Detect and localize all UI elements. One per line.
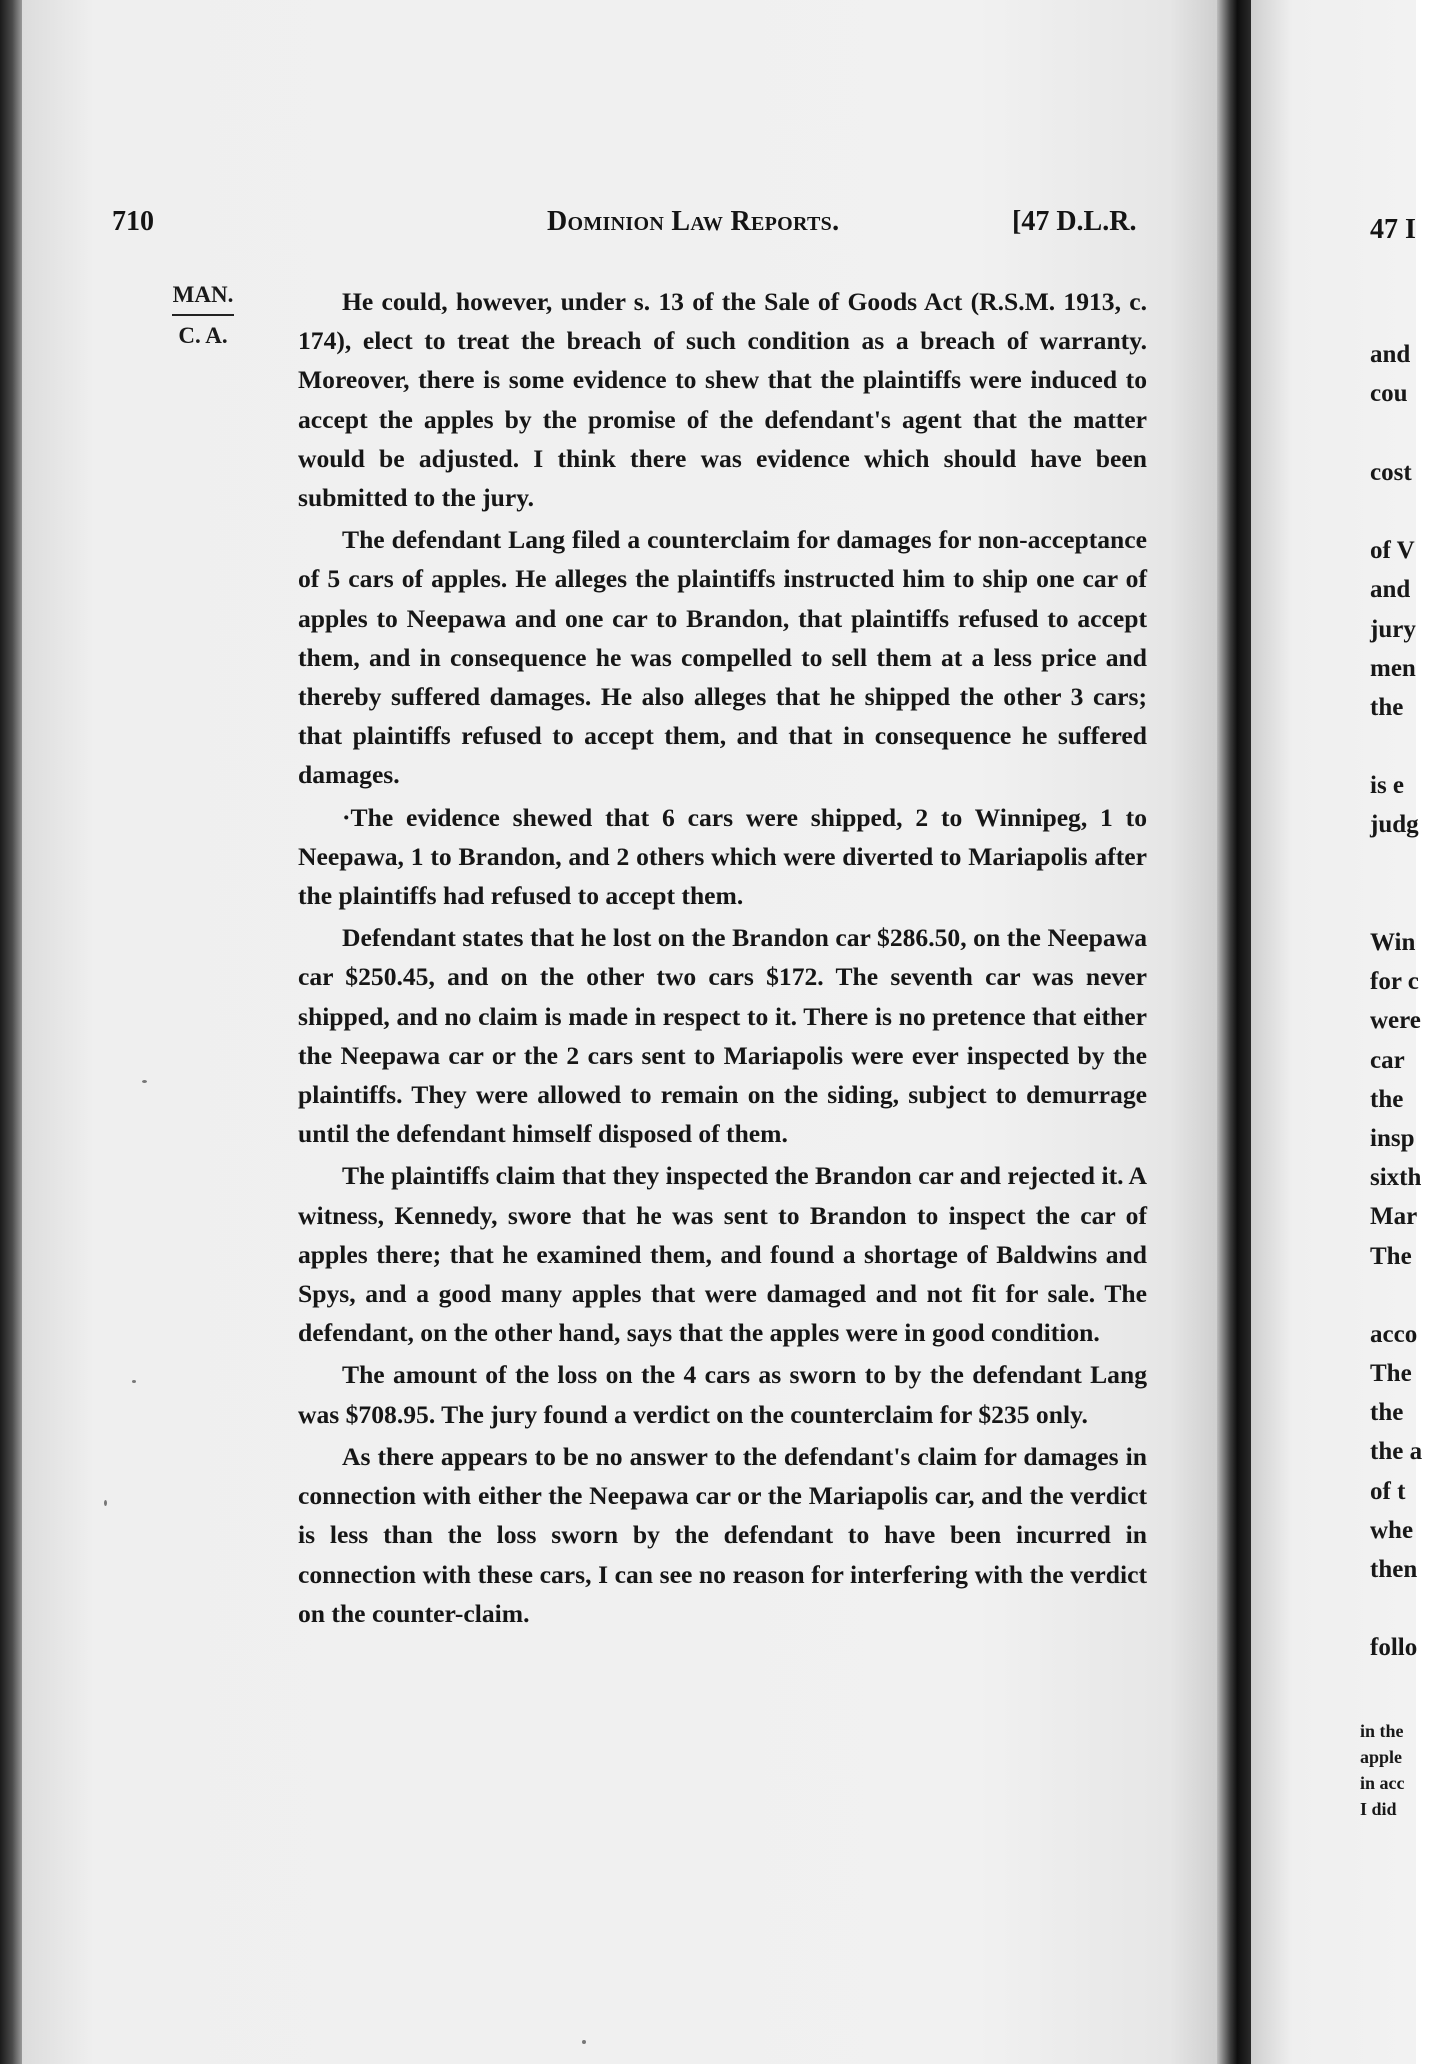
scan-speck bbox=[104, 1500, 107, 1506]
adjacent-line: of V bbox=[1370, 537, 1415, 565]
adjacent-line: the a bbox=[1370, 1438, 1423, 1466]
adjacent-line: and bbox=[1370, 341, 1411, 369]
adjacent-line bbox=[1370, 414, 1430, 453]
adjacent-line: men bbox=[1370, 654, 1416, 682]
adjacent-line: sixth bbox=[1370, 1164, 1422, 1192]
adjacent-line: and bbox=[1370, 576, 1411, 604]
adjacent-line bbox=[1370, 1276, 1430, 1315]
margin-jurisdiction: MAN. bbox=[172, 282, 234, 307]
body-text bbox=[298, 282, 1147, 1636]
adjacent-line: were bbox=[1370, 1007, 1421, 1035]
adjacent-line: the bbox=[1370, 1085, 1404, 1113]
adjacent-line bbox=[1370, 296, 1430, 335]
adjacent-line: car bbox=[1370, 1046, 1405, 1074]
margin-rule bbox=[172, 314, 234, 316]
adjacent-running-head: 47 I bbox=[1370, 214, 1416, 245]
paragraph: ·The evidence shewed that 6 cars were shipped, 2 to Winnipeg, 1 to Neepawa, 1 to Brandon, and 2 others which were diverted to Mariapolis after the plaintiffs had refused to accept them. bbox=[298, 802, 1147, 911]
adjacent-line: follo bbox=[1370, 1634, 1418, 1662]
margin-note bbox=[168, 282, 238, 349]
left-page bbox=[22, 0, 1217, 2064]
adjacent-line: of t bbox=[1370, 1477, 1406, 1505]
scan-speck bbox=[132, 1380, 136, 1383]
paragraph: The amount of the loss on the 4 cars as sworn to by the defendant Lang was $708.95. The jury found a verdict on the counterclaim for $235 only. bbox=[298, 1360, 1147, 1429]
journal-title: Dominion Law Reports. bbox=[547, 206, 840, 237]
adjacent-line: is e bbox=[1370, 772, 1405, 800]
running-head bbox=[22, 206, 1217, 246]
adjacent-line: for c bbox=[1370, 968, 1419, 996]
adjacent-line bbox=[1370, 727, 1430, 766]
binding-edge-left bbox=[0, 0, 22, 2064]
page-number: 710 bbox=[112, 206, 154, 237]
adjacent-line: acco bbox=[1370, 1320, 1418, 1348]
adjacent-small-line: in acc bbox=[1360, 1773, 1405, 1793]
adjacent-line: The bbox=[1370, 1242, 1412, 1270]
paragraph: As there appears to be no answer to the defendant's claim for damages in connection with either the Neepawa car or the Mariapolis car, and the verdict is less than the loss sworn by the defendant to have been incurred in connection with these cars, I can see no reason for interfering with the verdict on the counter-claim. bbox=[298, 1441, 1147, 1628]
volume-citation: [47 D.L.R. bbox=[1012, 206, 1137, 237]
adjacent-line bbox=[1370, 492, 1430, 531]
paragraph: He could, however, under s. 13 of the Sale of Goods Act (R.S.M. 1913, c. 174), elect to treat the breach of such condition as a breach of warranty. Moreover, there is some evidence to shew that the plaintiffs were induced to accept the apples by the promise of the defendant's agent that the matter would be adjusted. I think there was evidence which should have been submitted to the jury. bbox=[298, 287, 1147, 513]
adjacent-line bbox=[1370, 884, 1430, 923]
adjacent-line: Win bbox=[1370, 929, 1416, 956]
scan-speck bbox=[582, 2040, 586, 2044]
adjacent-line bbox=[1370, 845, 1430, 884]
adjacent-line: then bbox=[1370, 1556, 1418, 1583]
paragraph: The plaintiffs claim that they inspected the Brandon car and rejected it. A witness, Kennedy, swore that he was sent to Brandon to inspect the car of apples there; that he examined them, and found a shortage of Baldwins and Spys, and a good many apples that were damaged and not fit for sale. The defendant, on the other hand, says that the apples were in good condition. bbox=[298, 1161, 1147, 1348]
adjacent-line: jury bbox=[1370, 615, 1416, 643]
adjacent-line: whe bbox=[1370, 1516, 1414, 1544]
margin-court: C. A. bbox=[178, 323, 228, 348]
paragraph: The defendant Lang filed a counterclaim for damages for non-acceptance of 5 cars of apples. He alleges the plaintiffs instructed him to ship one car of apples to Neepawa and one car to Brandon, that plaintiffs refused to accept them, and in consequence he was compelled to sell them at a less price and thereby suffered damages. He also alleges that he shipped the other 3 cars; that plaintiffs refused to accept them, and that in consequence he suffered damages. bbox=[298, 525, 1147, 790]
adjacent-small-line: in the bbox=[1360, 1721, 1404, 1741]
adjacent-line: Mar bbox=[1370, 1203, 1418, 1231]
adjacent-line: the bbox=[1370, 1399, 1404, 1427]
adjacent-page-lines bbox=[1370, 296, 1430, 1668]
scan-speck bbox=[142, 1080, 147, 1083]
adjacent-small-print bbox=[1360, 1718, 1405, 1822]
adjacent-line: cost bbox=[1370, 458, 1412, 486]
adjacent-small-line: I did bbox=[1360, 1799, 1397, 1819]
adjacent-small-line: apple bbox=[1360, 1747, 1403, 1767]
paragraph: Defendant states that he lost on the Brandon car $286.50, on the Neepawa car $250.45, and on the other two cars $172. The seventh car was never shipped, and no claim is made in respect to it. There is no pretence that either the Neepawa car or the 2 cars sent to Mariapolis were ever inspected by the plaintiffs. They were allowed to remain on the siding, subject to demurrage until the defendant himself disposed of them. bbox=[298, 923, 1147, 1149]
page-gutter bbox=[1217, 0, 1251, 2064]
adjacent-line: insp bbox=[1370, 1124, 1415, 1152]
adjacent-line bbox=[1370, 1589, 1430, 1628]
adjacent-line: judg bbox=[1370, 811, 1419, 839]
adjacent-line: the bbox=[1370, 693, 1404, 721]
adjacent-line: cou bbox=[1370, 380, 1408, 408]
adjacent-line: The bbox=[1370, 1360, 1412, 1388]
